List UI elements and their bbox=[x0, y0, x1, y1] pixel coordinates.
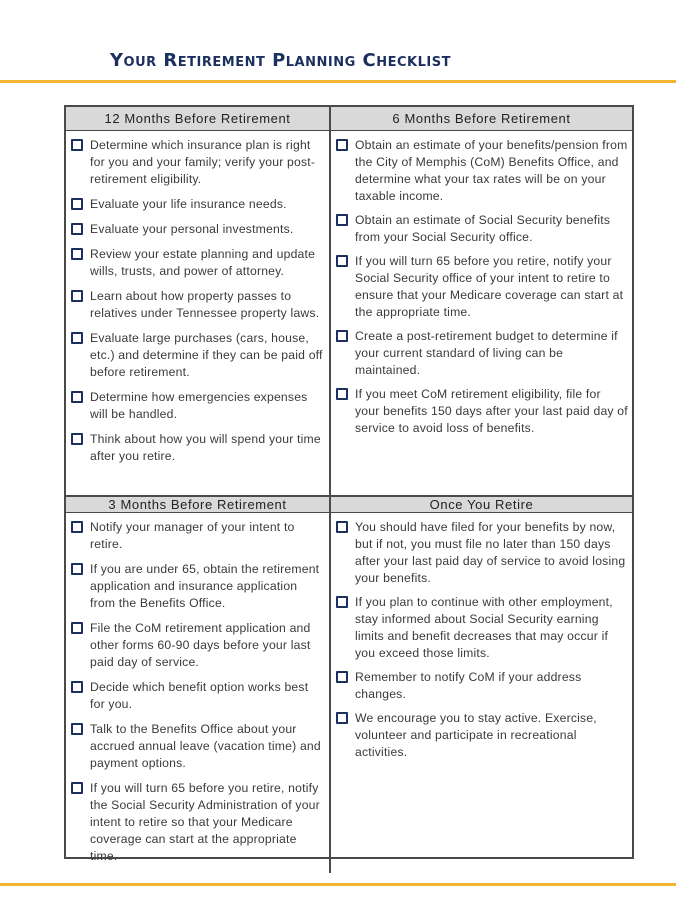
checklist-item-text: Obtain an estimate of Social Security benefits from your Social Security office. bbox=[355, 213, 611, 244]
checklist-item-text: If you will turn 65 before you retire, notify the Social Security Administration of your intent to retire so that your Medicare coverage can start at the appropriate time. bbox=[90, 781, 320, 863]
checkbox[interactable] bbox=[71, 391, 83, 403]
checklist-item bbox=[70, 330, 325, 381]
header-12-months: 12 Months Before Retirement bbox=[66, 107, 331, 131]
checkbox[interactable] bbox=[71, 290, 83, 302]
list-once-retire bbox=[331, 513, 632, 873]
checklist-item bbox=[70, 246, 325, 280]
checklist-item bbox=[335, 710, 628, 761]
checkbox[interactable] bbox=[71, 139, 83, 151]
checklist-item bbox=[70, 221, 325, 238]
checklist-item-text: Decide which benefit option works best for you. bbox=[90, 680, 309, 711]
checklist-item-text: Create a post-retirement budget to determine if your current standard of living can be maintained. bbox=[355, 329, 618, 377]
checkbox[interactable] bbox=[71, 681, 83, 693]
header-3-months: 3 Months Before Retirement bbox=[66, 495, 331, 513]
checklist-item-text: Obtain an estimate of your benefits/pension from the City of Memphis (CoM) Benefits Office, and determine what your tax rates will be on your taxable income. bbox=[355, 138, 628, 203]
checklist-item bbox=[335, 137, 628, 205]
checklist-item-text: Determine how emergencies expenses will be handled. bbox=[90, 390, 308, 421]
top-accent-rule bbox=[0, 80, 676, 83]
checkbox[interactable] bbox=[336, 596, 348, 608]
checklist-item-text: If you will turn 65 before you retire, notify your Social Security office of your intent to retire to ensure that your Medicare coverage can start at the appropriate time. bbox=[355, 254, 624, 319]
checkbox[interactable] bbox=[71, 198, 83, 210]
checklist-item bbox=[70, 196, 325, 213]
checkbox[interactable] bbox=[71, 563, 83, 575]
list-6-months bbox=[331, 131, 632, 495]
checklist-item bbox=[70, 137, 325, 188]
checkbox[interactable] bbox=[71, 332, 83, 344]
page-title: Your Retirement Planning Checklist bbox=[110, 50, 451, 71]
checklist-item bbox=[70, 519, 325, 553]
checklist-item bbox=[335, 669, 628, 703]
list-12-months bbox=[66, 131, 331, 495]
checklist-item-text: Determine which insurance plan is right for you and your family; verify your post-retirement eligibility. bbox=[90, 138, 316, 186]
checklist-item bbox=[70, 679, 325, 713]
bottom-accent-rule bbox=[0, 883, 676, 886]
list-3-months bbox=[66, 513, 331, 873]
checkbox[interactable] bbox=[71, 248, 83, 260]
checklist-item-text: Evaluate your life insurance needs. bbox=[90, 197, 287, 211]
checkbox[interactable] bbox=[71, 433, 83, 445]
checklist-item-text: We encourage you to stay active. Exercise, volunteer and participate in recreational activities. bbox=[355, 711, 597, 759]
checklist-item bbox=[335, 328, 628, 379]
checklist-item bbox=[70, 620, 325, 671]
header-once-retire: Once You Retire bbox=[331, 495, 632, 513]
checklist-item bbox=[335, 519, 628, 587]
checklist-item-text: File the CoM retirement application and other forms 60-90 days before your last paid day of service. bbox=[90, 621, 311, 669]
checklist-item bbox=[335, 594, 628, 662]
checklist-item-text: Remember to notify CoM if your address changes. bbox=[355, 670, 582, 701]
checkbox[interactable] bbox=[336, 388, 348, 400]
checklist-table bbox=[64, 105, 634, 863]
checklist-item bbox=[70, 561, 325, 612]
checklist-item-text: Evaluate large purchases (cars, house, etc.) and determine if they can be paid off before retirement. bbox=[90, 331, 323, 379]
checkbox[interactable] bbox=[336, 671, 348, 683]
checklist-item bbox=[70, 721, 325, 772]
checkbox[interactable] bbox=[336, 330, 348, 342]
checklist-item-text: Learn about how property passes to relatives under Tennessee property laws. bbox=[90, 289, 320, 320]
checklist-item-text: Think about how you will spend your time after you retire. bbox=[90, 432, 321, 463]
checkbox[interactable] bbox=[336, 712, 348, 724]
checklist-item-text: If you plan to continue with other employment, stay informed about Social Security earning limits and benefit decreases that may occur if you exceed those limits. bbox=[355, 595, 613, 660]
checklist-item bbox=[70, 780, 325, 865]
checklist-item-text: Talk to the Benefits Office about your accrued annual leave (vacation time) and payment options. bbox=[90, 722, 321, 770]
checklist-item-text: Evaluate your personal investments. bbox=[90, 222, 294, 236]
checklist-item-text: Notify your manager of your intent to retire. bbox=[90, 520, 295, 551]
checkbox[interactable] bbox=[71, 723, 83, 735]
header-6-months: 6 Months Before Retirement bbox=[331, 107, 632, 131]
checkbox[interactable] bbox=[71, 223, 83, 235]
checkbox[interactable] bbox=[336, 521, 348, 533]
checklist-item-text: Review your estate planning and update wills, trusts, and power of attorney. bbox=[90, 247, 316, 278]
checklist-item bbox=[335, 212, 628, 246]
checklist-item bbox=[70, 431, 325, 465]
checkbox[interactable] bbox=[71, 782, 83, 794]
checklist-item bbox=[70, 389, 325, 423]
checkbox[interactable] bbox=[336, 214, 348, 226]
checkbox[interactable] bbox=[71, 622, 83, 634]
checklist-item bbox=[335, 253, 628, 321]
checklist-item-text: You should have filed for your benefits by now, but if not, you must file no later than 150 days after your last paid day of service to avoid losing your benefits. bbox=[355, 520, 626, 585]
checkbox[interactable] bbox=[336, 139, 348, 151]
checkbox[interactable] bbox=[71, 521, 83, 533]
checklist-item bbox=[70, 288, 325, 322]
checkbox[interactable] bbox=[336, 255, 348, 267]
checklist-item-text: If you are under 65, obtain the retirement application and insurance application from the Benefits Office. bbox=[90, 562, 320, 610]
checklist-item bbox=[335, 386, 628, 437]
checklist-item-text: If you meet CoM retirement eligibility, file for your benefits 150 days after your last paid day of service to avoid loss of benefits. bbox=[355, 387, 628, 435]
